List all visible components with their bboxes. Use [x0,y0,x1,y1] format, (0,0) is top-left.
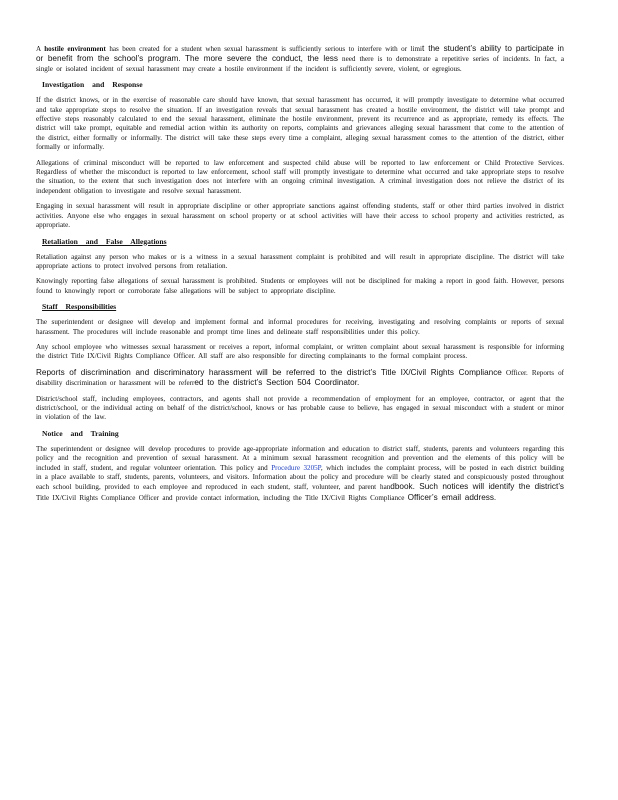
paragraph-criminal-misconduct: Allegations of criminal misconduct will be reported to law enforcement and suspected child abuse will be reported to law enforcement or Child Protective Services. Regardless of whether the misconduct is reported to law enforcement, school staff will promptly investigate to determine what occurred and take appropriate steps to resolve the situation, to the extent that such investigation does not interfere with an ongoing criminal investigation. A criminal investigation does not relieve the district of its independent obligation to investigate and resolve sexual harassment. [36,158,564,195]
paragraph-procedures: The superintendent or designee will develop and implement formal and informal procedures for receiving, investigating and resolving complaints or reports of sexual harassment. The procedures will include reasonable and prompt time lines and delineate staff responsibilities under this policy. [36,318,564,336]
paragraph-text-large: Officer’s email address. [407,492,497,502]
paragraph-recommendation: District/school staff, including employees, contractors, and agents shall not provide a recommendation of employment for an employee, contractor, or agent that the district/school, or the individual acting on behalf of the district/school, knows or has probable cause to believe, has engaged in sexual misconduct with a student or minor in violation of the law. [36,394,564,422]
paragraph-investigation: If the district knows, or in the exercise of reasonable care should have known, that sexual harassment has occurred, it will promptly investigate to determine what occurred and take appropriate steps to resolve the situation. If an investigation reveals that sexual harassment has created a hostile environment, the district will take prompt and effective steps reasonably calculated to end the sexual harassment, eliminate the hostile environment, prevent its recurrence and as appropriate, remedy its effects. The district will take prompt, equitable and remedial action within its authority on reports, complaints and grievances alleging sexual harassment that come to the attention of the district, either formally or informally. The district will take these steps every time a complaint, alleging sexual harassment comes to the attention of the district, either formally or informally. [36,96,564,152]
paragraph-employee-reporting: Any school employee who witnesses sexual harassment or receives a report, informal complaint, or written complaint about sexual harassment is responsible for informing the district Title IX/Civil Rights Compliance Officer. All staff are also responsible for directing complainants to the formal complaint process. [36,342,564,361]
procedure-link[interactable]: Procedure 3205P [271,463,321,472]
paragraph-text: Officer. Reports of disability discrimination or harassment will be referr [36,368,565,388]
paragraph-text: The superintendent or designee will develop procedures to provide age-appropriate information and education to district staff, students, parents and volunteers regarding this policy and the recognition and prevention of sexual harassment. At a minimum sexual harassment recognition and prevention and the elements of this policy will be included in staff, student, and regular volunteer orientation. This policy and [36,444,564,472]
paragraph-false-allegations: Knowingly reporting false allegations of sexual harassment is prohibited. Students or employees will not be disciplined for making a report in good faith. However, persons found to knowingly report or corroborate false allegations will be subject to appropriate discipline. [36,277,564,295]
paragraph-text-large: Reports of discrimination and discriminatory harassment will be referred to the district’s Title IX/Civil Rights Compliance [36,367,502,377]
heading-notice-training: Notice and Training [42,428,119,438]
heading-staff-responsibilities: Staff Responsibilities [42,302,117,312]
heading-investigation: Investigation and Response [42,80,143,90]
paragraph-hostile-environment [36,44,564,74]
paragraph-text-large: t the student’s ability to participate in or benefit from the school’s program. The more severe the conduct, the less [36,44,564,64]
paragraph-text-large: dbook. Such notices will identify the district’s [390,482,564,492]
paragraph-text: , which includes the complaint process, will be posted in each district building in a place available to staff, students, parents, volunteers, and visitors. Information about the policy and procedure will be clearly stated and conspicuously posted throughout each school building, provided to each employee and reproduced in each student, staff, volunteer, and parent han [36,463,564,492]
term-hostile-environment: hostile environment [44,45,106,53]
paragraph-referral [36,368,564,389]
paragraph-text: Title IX/Civil Rights Compliance Officer and provide contact information, including the Title IX/Civil Rights Compliance [36,493,405,502]
paragraph-discipline: Engaging in sexual harassment will result in appropriate discipline or other appropriate sanctions against offending students, staff or other third parties involved in district activities. Anyone else who engages in sexual harassment on school property or at school activities will have their access to school property and activities restricted, as appropriate. [36,202,564,230]
paragraph-text-large: ed to the district’s Section 504 Coordinator. [194,378,360,388]
paragraph-notice [36,445,564,503]
document-body [36,44,564,509]
paragraph-retaliation: Retaliation against any person who makes or is a witness in a sexual harassment complaint is prohibited and will result in appropriate discipline. The district will take appropriate actions to protect involved persons from retaliation. [36,252,564,270]
paragraph-lead: A [36,45,41,53]
paragraph-text: need there is to demonstrate a repetitive series of incidents. In fact, a single or isolated incident of sexual harassment may create a hostile environment if the incident is sufficiently severe, violent, or egregious. [36,55,564,73]
heading-retaliation: Retaliation and False Allegations [42,236,167,246]
paragraph-text: has been created for a student when sexual harassment is sufficiently serious to interfere with or limi [109,45,422,53]
